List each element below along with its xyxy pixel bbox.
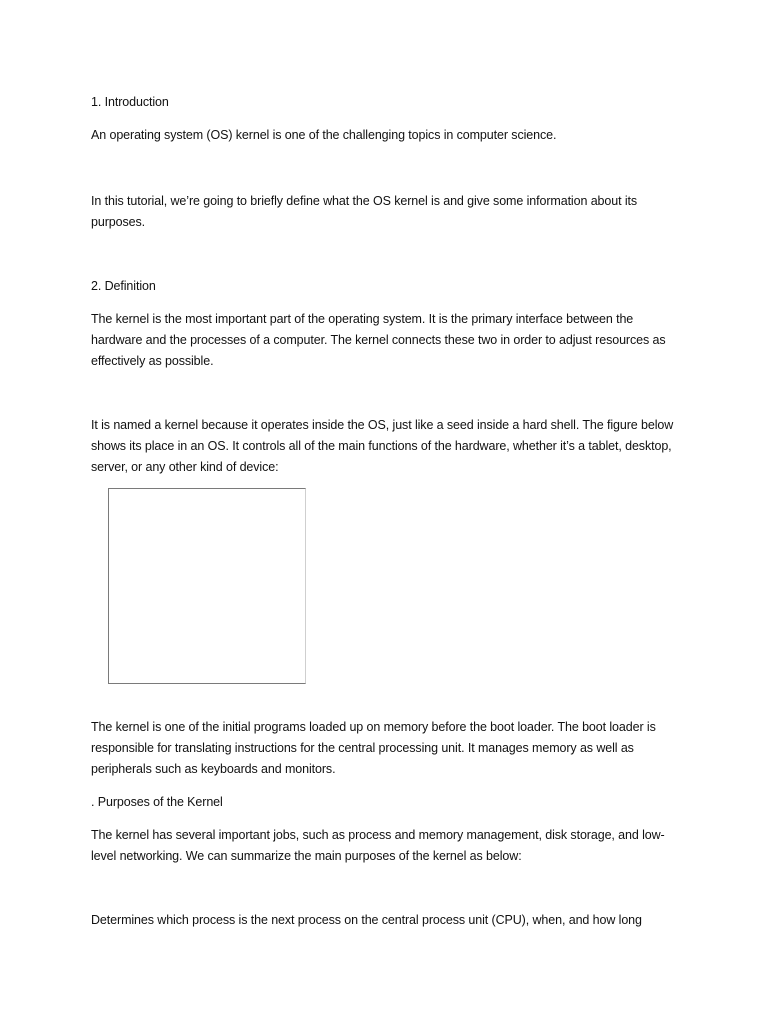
paragraph-intro-2: In this tutorial, we’re going to briefly define what the OS kernel is and give some information about its purposes.	[91, 194, 638, 229]
figure-placeholder-image	[108, 488, 306, 684]
paragraph-purposes-2: Determines which process is the next process on the central process unit (CPU), when, and how long	[91, 913, 642, 927]
section-heading-introduction: 1. Introduction	[91, 95, 169, 109]
paragraph-intro-1: An operating system (OS) kernel is one of the challenging topics in computer science.	[91, 128, 557, 142]
paragraph-purposes-1: The kernel has several important jobs, such as process and memory management, disk storage, and low-level networking. We can summarize the main purposes of the kernel as below:	[91, 828, 665, 863]
paragraph-definition-3: The kernel is one of the initial programs loaded up on memory before the boot loader. The boot loader is responsible for translating instructions for the central processing unit. It manages memory as well as peripherals such as keyboards and monitors.	[91, 720, 656, 776]
paragraph-definition-2: It is named a kernel because it operates inside the OS, just like a seed inside a hard shell. The figure below shows its place in an OS. It controls all of the main functions of the hardware, whether it’s a tablet, desktop, server, or any other kind of device:	[91, 418, 674, 474]
paragraph-definition-1: The kernel is the most important part of the operating system. It is the primary interface between the hardware and the processes of a computer. The kernel connects these two in order to adjust resources as effectively as possible.	[91, 312, 666, 368]
section-heading-purposes: . Purposes of the Kernel	[91, 795, 223, 809]
section-heading-definition: 2. Definition	[91, 279, 156, 293]
